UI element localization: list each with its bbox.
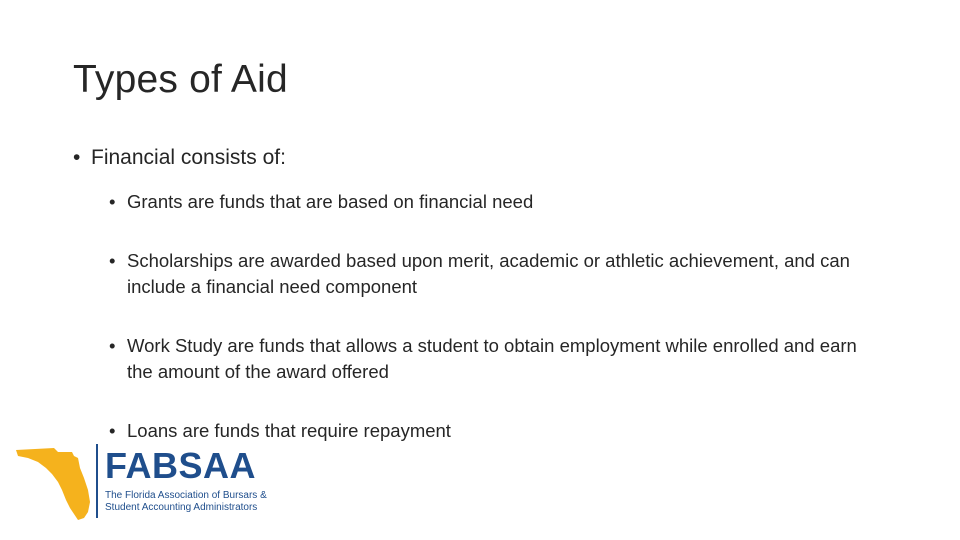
- florida-state-icon: [14, 440, 96, 522]
- sub-bullet-text: Grants are funds that are based on financial need: [127, 191, 534, 212]
- bullet-icon: •: [73, 146, 81, 169]
- sub-bullet-text: Loans are funds that require repayment: [127, 420, 451, 441]
- slide-title: Types of Aid: [73, 58, 288, 101]
- slide-body: [73, 144, 873, 477]
- fabsaa-logo: [14, 440, 274, 522]
- sub-bullet-text: Scholarships are awarded based upon merit, academic or athletic achievement, and can include a financial need component: [127, 250, 850, 297]
- sub-bullet-text: Work Study are funds that allows a student to obtain employment while enrolled and earn the amount of the award offered: [127, 335, 857, 382]
- florida-shape: [16, 448, 90, 520]
- bullet-item-financial: [73, 144, 873, 172]
- logo-subtitle-line-1: The Florida Association of Bursars &: [105, 490, 267, 501]
- bullet-icon: •: [109, 191, 116, 212]
- bullet-text: Financial consists of:: [91, 146, 286, 169]
- sub-bullet-grants: [109, 189, 873, 215]
- logo-subtitle: [105, 490, 267, 514]
- sub-bullet-list: [109, 189, 873, 444]
- logo-name: FABSAA: [105, 445, 257, 486]
- bullet-icon: •: [109, 250, 116, 271]
- bullet-icon: •: [109, 335, 116, 356]
- sub-bullet-scholarships: [109, 248, 873, 300]
- bullet-icon: •: [109, 420, 116, 441]
- logo-divider: [96, 444, 98, 518]
- sub-bullet-work-study: [109, 333, 873, 385]
- logo-subtitle-line-2: Student Accounting Administrators: [105, 502, 258, 513]
